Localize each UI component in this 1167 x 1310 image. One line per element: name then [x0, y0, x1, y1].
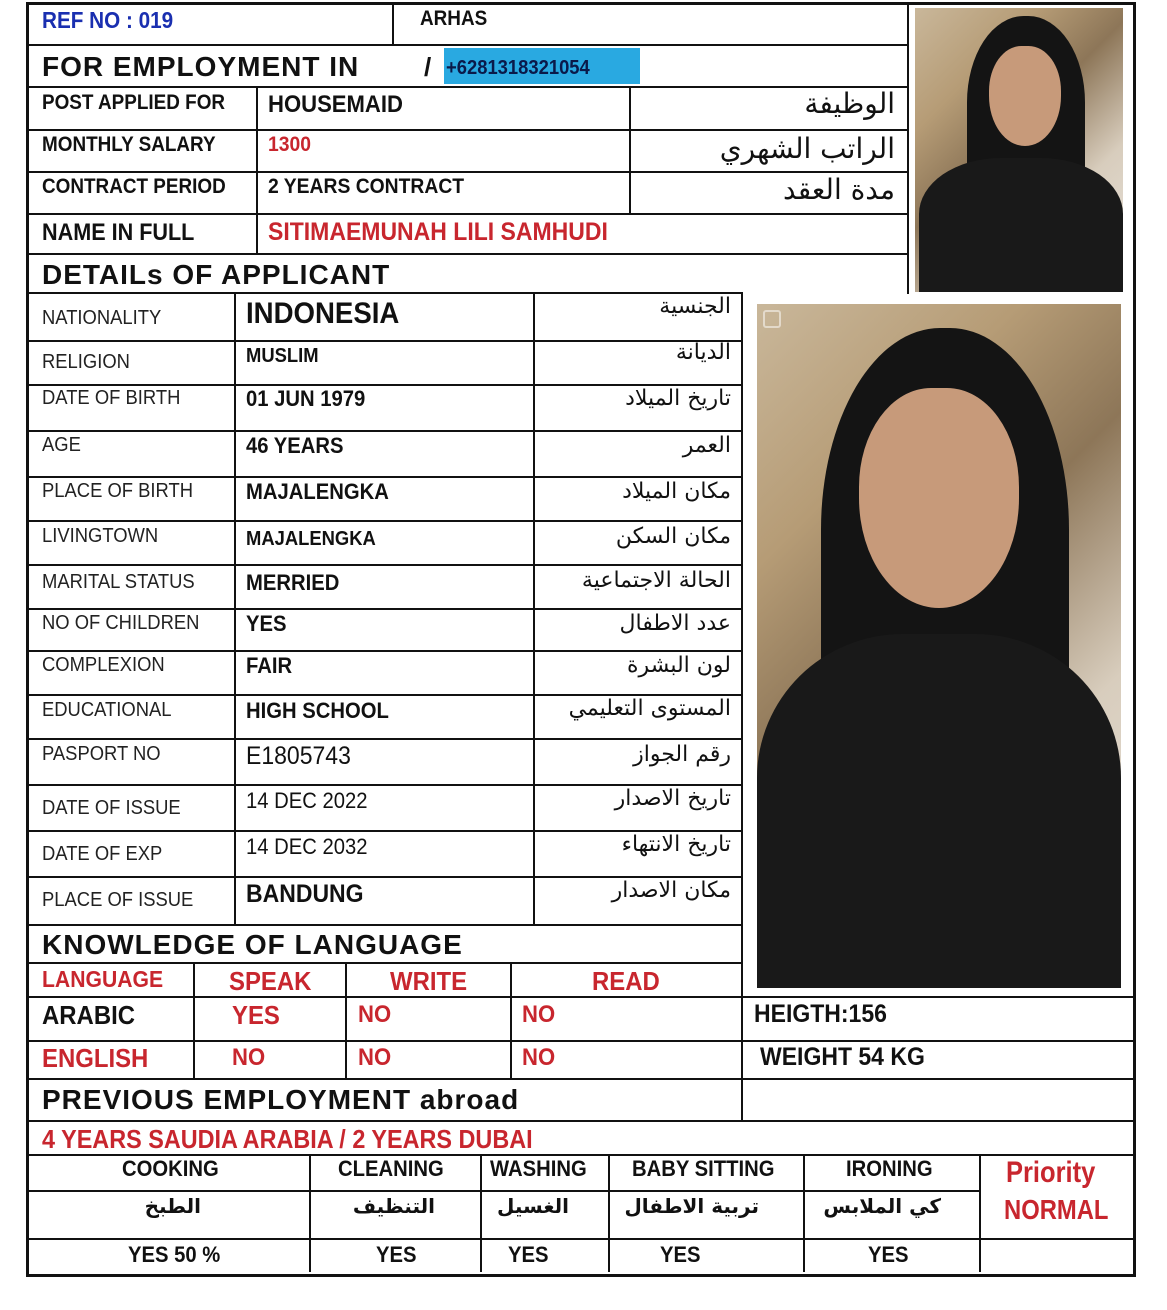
divider: [29, 213, 907, 215]
detail-label: DATE OF EXP: [42, 843, 163, 865]
divider: [345, 962, 347, 1078]
detail-label: PLACE OF BIRTH: [42, 480, 193, 502]
contract-label: CONTRACT PERIOD: [42, 175, 226, 198]
detail-label: DATE OF BIRTH: [42, 387, 181, 409]
detail-arabic: تاريخ الميلاد: [625, 386, 731, 411]
image-icon: [763, 310, 781, 328]
skill-washing-arabic: الغسيل: [496, 1194, 569, 1218]
skill-cleaning-value: YES: [376, 1242, 417, 1267]
detail-value: MAJALENGKA: [246, 528, 376, 550]
skill-cleaning: CLEANING: [338, 1156, 444, 1181]
divider: [29, 564, 741, 566]
write-header: WRITE: [390, 966, 468, 996]
skill-cleaning-arabic: التنظيف: [352, 1194, 435, 1218]
language-name: ENGLISH: [42, 1043, 149, 1073]
divider: [29, 1078, 1134, 1080]
detail-label: NATIONALITY: [42, 307, 162, 329]
name-value: SITIMAEMUNAH LILI SAMHUDI: [268, 218, 608, 246]
divider: [392, 4, 394, 44]
speak-header: SPEAK: [229, 966, 312, 996]
divider: [29, 924, 741, 926]
detail-value: 01 JUN 1979: [246, 386, 366, 411]
divider: [29, 520, 741, 522]
detail-label: PLACE OF ISSUE: [42, 889, 194, 911]
phone-number: +6281318321054: [446, 57, 590, 79]
divider: [256, 86, 258, 253]
detail-label: RELIGION: [42, 351, 130, 373]
divider: [803, 1154, 805, 1272]
detail-arabic: الجنسية: [659, 294, 731, 319]
detail-value: 14 DEC 2032: [246, 834, 368, 859]
detail-arabic: مكان الميلاد: [622, 479, 731, 504]
divider: [29, 340, 741, 342]
detail-arabic: المستوى التعليمي: [568, 696, 731, 721]
divider: [29, 1238, 1134, 1240]
skill-baby-sitting-value: YES: [660, 1242, 701, 1267]
slash: /: [424, 52, 432, 82]
divider: [29, 476, 741, 478]
contract-value: 2 YEARS CONTRACT: [268, 175, 465, 198]
divider: [29, 608, 741, 610]
speak-value: NO: [232, 1044, 266, 1071]
detail-value: MAJALENGKA: [246, 479, 389, 504]
name-label: NAME IN FULL: [42, 219, 195, 246]
divider: [29, 253, 907, 255]
skill-ironing: IRONING: [846, 1156, 933, 1181]
previous-employment-title: PREVIOUS EMPLOYMENT abroad: [42, 1084, 520, 1115]
detail-arabic: العمر: [682, 433, 731, 458]
ref-number: REF NO : 019: [42, 7, 174, 33]
skill-baby-sitting-arabic: تربية الاطفال: [624, 1194, 759, 1218]
height-value: HEIGTH:156: [754, 1000, 887, 1028]
post-value: HOUSEMAID: [268, 91, 403, 118]
employment-in-label: FOR EMPLOYMENT IN: [42, 51, 360, 82]
read-value: NO: [522, 1001, 556, 1028]
detail-value: MUSLIM: [246, 345, 319, 367]
divider: [29, 650, 741, 652]
read-value: NO: [522, 1044, 556, 1071]
photo-body: [757, 634, 1121, 988]
skill-ironing-value: YES: [868, 1242, 909, 1267]
salary-label: MONTHLY SALARY: [42, 133, 216, 156]
detail-arabic: الديانة: [675, 340, 731, 365]
skill-washing-value: YES: [508, 1242, 549, 1267]
divider: [29, 430, 741, 432]
speak-value: YES: [232, 1000, 280, 1030]
detail-value: MERRIED: [246, 570, 340, 595]
detail-value: E1805743: [246, 742, 351, 770]
detail-value: 46 YEARS: [246, 433, 344, 458]
detail-arabic: رقم الجواز: [633, 742, 731, 767]
details-title: DETAILs OF APPLICANT: [42, 259, 391, 290]
applicant-photo-large: [757, 304, 1121, 988]
salary-value: 1300: [268, 133, 311, 156]
divider: [29, 171, 907, 173]
detail-arabic: لون البشرة: [627, 653, 731, 678]
contract-arabic: مدة العقد: [783, 173, 895, 206]
detail-label: EDUCATIONAL: [42, 699, 172, 721]
detail-value: INDONESIA: [246, 297, 400, 330]
divider: [29, 738, 741, 740]
skill-baby-sitting: BABY SITTING: [632, 1156, 775, 1181]
language-title: KNOWLEDGE OF LANGUAGE: [42, 929, 463, 960]
priority-label: Priority: [1006, 1156, 1096, 1189]
detail-label: AGE: [42, 434, 81, 456]
detail-value: YES: [246, 611, 287, 636]
language-header: LANGUAGE: [42, 966, 164, 992]
weight-value: WEIGHT 54 KG: [760, 1043, 925, 1071]
divider: [29, 1120, 1134, 1122]
salary-arabic: الراتب الشهري: [719, 132, 895, 165]
detail-arabic: مكان السكن: [615, 524, 731, 549]
skill-cooking: COOKING: [122, 1156, 219, 1181]
divider: [907, 4, 909, 294]
skill-cooking-value: YES 50 %: [128, 1242, 221, 1267]
detail-label: LIVINGTOWN: [42, 525, 159, 547]
read-header: READ: [592, 966, 660, 996]
divider: [29, 1190, 979, 1192]
divider: [29, 44, 907, 46]
divider: [510, 962, 512, 1078]
agency-name: ARHAS: [420, 7, 488, 30]
divider: [309, 1154, 311, 1272]
detail-arabic: مكان الاصدار: [611, 878, 731, 903]
photo-face: [859, 388, 1019, 608]
write-value: NO: [358, 1044, 392, 1071]
detail-value: BANDUNG: [246, 880, 364, 908]
skill-ironing-arabic: كي الملابس: [823, 1194, 941, 1218]
photo-face: [989, 46, 1061, 146]
applicant-photo-small: [915, 8, 1123, 292]
detail-arabic: تاريخ الاصدار: [614, 786, 731, 811]
detail-label: DATE OF ISSUE: [42, 797, 181, 819]
write-value: NO: [358, 1001, 392, 1028]
post-arabic: الوظيفة: [804, 87, 895, 120]
skill-cooking-arabic: الطبخ: [144, 1194, 201, 1218]
divider: [29, 962, 741, 964]
divider: [193, 962, 195, 1078]
divider: [480, 1154, 482, 1272]
detail-arabic: تاريخ الانتهاء: [621, 832, 731, 857]
divider: [979, 1154, 981, 1272]
detail-value: FAIR: [246, 653, 293, 678]
divider: [608, 1154, 610, 1272]
divider: [629, 86, 631, 213]
detail-label: COMPLEXION: [42, 654, 165, 676]
previous-employment-value: 4 YEARS SAUDIA ARABIA / 2 YEARS DUBAI: [42, 1124, 533, 1154]
detail-arabic: عدد الاطفال: [619, 611, 731, 636]
detail-arabic: الحالة الاجتماعية: [581, 568, 731, 593]
detail-label: MARITAL STATUS: [42, 571, 195, 593]
divider: [29, 292, 741, 294]
priority-value: NORMAL: [1004, 1194, 1109, 1225]
detail-label: PASPORT NO: [42, 743, 161, 765]
photo-body: [919, 158, 1123, 292]
divider: [29, 86, 907, 88]
detail-value: 14 DEC 2022: [246, 788, 368, 813]
post-label: POST APPLIED FOR: [42, 91, 226, 114]
detail-value: HIGH SCHOOL: [246, 698, 389, 723]
language-name: ARABIC: [42, 1000, 136, 1030]
divider: [29, 129, 907, 131]
detail-label: NO OF CHILDREN: [42, 612, 200, 634]
skill-washing: WASHING: [490, 1156, 587, 1181]
